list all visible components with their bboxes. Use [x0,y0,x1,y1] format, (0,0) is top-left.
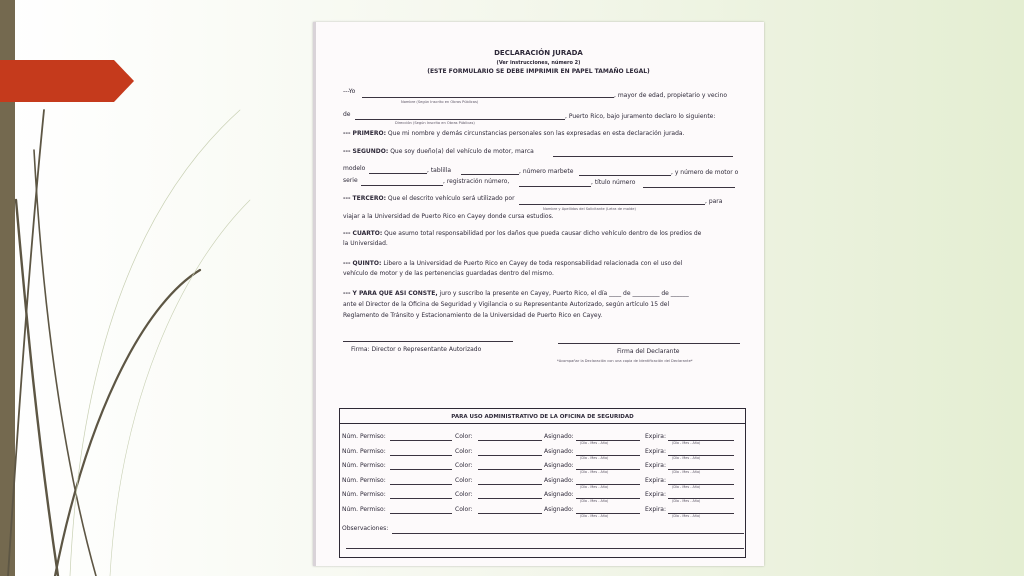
student-note: Nombre y Apellidos del Solicitante (Letra de molde) [543,207,636,211]
color-line [478,469,542,470]
tercero-clause [343,195,515,203]
modelo-label: modelo [343,165,366,172]
sig-note: *Acompañar la Declaración con una copia de Identificación del Declarante* [557,359,693,363]
permiso-line [390,513,452,514]
serie-label: serie [343,177,358,184]
tablilla-line [461,174,519,175]
address-line [355,119,565,120]
cuarto-clause [343,230,701,238]
admin-header-rule [340,423,745,424]
asignado-date-note: (Día - Mes - Año) [580,499,609,503]
sig-right: Firma del Declarante [617,348,680,355]
form-title: DECLARACIÓN JURADA [494,49,583,57]
marca-line [553,156,733,157]
address-note: Dirección (Según Inscrito en Obras Públicas) [395,121,475,125]
segundo-clause [343,148,534,156]
cuarto-line2: la Universidad. [343,240,388,247]
accent-arrow-shape [0,60,134,102]
color-label: Color: [455,447,473,455]
tablilla-label: , tablilla [427,167,451,174]
cuarto-label: --- CUARTO: [343,230,383,237]
asignado-label: Asignado: [544,491,574,498]
cuarto-line1: Que asumo total responsabilidad por los daños que pueda causar dicho vehículo dentro de los predios de [384,230,702,237]
name-line [362,97,614,98]
permiso-label: Núm. Permiso: [342,476,386,484]
permiso-line [390,455,452,456]
permiso-label: Núm. Permiso: [342,505,386,513]
segundo-text: Que soy dueño(a) del vehículo de motor, marca [390,148,534,155]
registracion-line [519,186,591,187]
asignado-date-note: (Día - Mes - Año) [580,441,609,445]
de-prefix: de [343,111,351,118]
permiso-label: Núm. Permiso: [342,462,386,469]
titulo-line [643,187,735,188]
asignado-label: Asignado: [544,447,574,455]
student-name-line [519,204,705,205]
titulo-label: , título número [591,179,636,186]
expira-date-note: (Día - Mes - Año) [672,513,701,518]
asignado-label: Asignado: [544,505,574,513]
expira-date-note: (Día - Mes - Año) [672,455,701,460]
expira-label: Expira: [645,462,666,469]
yo-suffix: , mayor de edad, propietario y vecino [614,92,728,99]
segundo-label: --- SEGUNDO: [343,148,389,155]
color-label: Color: [455,433,473,440]
yo-prefix: ---Yo [343,88,356,95]
expira-date-note: (Día - Mes - Año) [672,499,701,503]
final-line1: juro y suscribo la presente en Cayey, Puerto Rico, el día ____ de _________ de ______ [439,290,689,297]
color-label: Color: [455,505,473,513]
admin-box [339,408,746,558]
color-line [478,440,542,441]
serie-line [361,185,443,186]
quinto-line2: vehículo de motor y de las pertenencias guardadas dentro del mismo. [343,270,554,277]
primero-label: --- PRIMERO: [343,130,386,137]
asignado-date-note: (Día - Mes - Año) [580,470,609,474]
final-line3: Reglamento de Tránsito y Estacionamiento de la Universidad de Puerto Rico en Cayey. [343,312,603,319]
registracion-label: , registración número, [443,178,510,185]
quinto-clause [343,260,682,268]
declarant-signature-line [558,343,740,344]
color-line [478,455,542,456]
expira-label: Expira: [645,447,666,455]
document-edge [313,22,316,566]
asignado-label: Asignado: [544,476,574,484]
asignado-date-note: (Día - Mes - Año) [580,513,609,518]
asignado-date-note: (Día - Mes - Año) [580,484,609,489]
asignado-label: Asignado: [544,462,574,469]
marbete-line [579,175,671,176]
motor-label: , y número de motor o [671,169,739,176]
marbete-label: , número marbete [519,168,574,175]
sig-left: Firma: Director o Representante Autorizado [351,346,482,353]
quinto-line1: Libero a la Universidad de Puerto Rico en Cayey de toda responsabilidad relacionada con el uso del [383,260,683,267]
final-line2: ante el Director de la Oficina de Seguridad y Vigilancia o su Representante Autorizado, según artículo 15 del [343,301,670,308]
expira-date-note: (Día - Mes - Año) [672,484,701,489]
expira-label: Expira: [645,491,666,498]
expira-label: Expira: [645,433,666,440]
primero-clause [343,130,684,138]
tercero-line2: viajar a la Universidad de Puerto Rico en Cayey donde cursa estudios. [343,213,554,220]
observaciones-line [392,533,744,534]
observaciones-line-2 [346,548,744,549]
form-notice: (ESTE FORMULARIO SE DEBE IMPRIMIR EN PAPEL TAMAÑO LEGAL) [427,68,650,75]
color-line [478,513,542,514]
admin-title: PARA USO ADMINISTRATIVO DE LA OFICINA DE SEGURIDAD [451,414,634,420]
tercero-label: --- TERCERO: [343,195,386,202]
para-label: , para [705,198,723,205]
expira-date-note: (Día - Mes - Año) [672,470,701,474]
permiso-label: Núm. Permiso: [342,433,386,440]
asignado-date-note: (Día - Mes - Año) [580,455,609,460]
asignado-label: Asignado: [544,433,574,440]
form-subtitle: (Ver instrucciones, número 2) [496,60,581,66]
primero-text: Que mi nombre y demás circunstancias personales son las expresadas en esta declaración jurada. [387,130,685,137]
director-signature-line [343,341,513,342]
color-line [478,484,542,485]
scanned-document [313,22,764,566]
permiso-label: Núm. Permiso: [342,447,386,455]
permiso-line [390,498,452,499]
final-clause [343,290,689,298]
color-label: Color: [455,476,473,484]
color-line [478,498,542,499]
color-label: Color: [455,462,473,469]
permiso-label: Núm. Permiso: [342,491,386,498]
final-label: --- Y PARA QUE ASI CONSTE, [343,290,438,297]
expira-date-note: (Día - Mes - Año) [672,441,701,445]
expira-label: Expira: [645,476,666,484]
permiso-line [390,440,452,441]
tercero-text: Que el descrito vehículo será utilizado por [387,195,515,202]
quinto-label: --- QUINTO: [343,260,382,267]
expira-label: Expira: [645,505,666,513]
name-note: Nombre (Según Inscrito en Obras Públicas) [401,100,479,104]
modelo-line [369,173,427,174]
permiso-line [390,484,452,485]
observaciones-label: Observaciones: [342,525,389,532]
color-label: Color: [455,491,473,498]
permiso-line [390,469,452,470]
de-suffix: , Puerto Rico, bajo juramento declaro lo siguiente: [565,113,716,120]
